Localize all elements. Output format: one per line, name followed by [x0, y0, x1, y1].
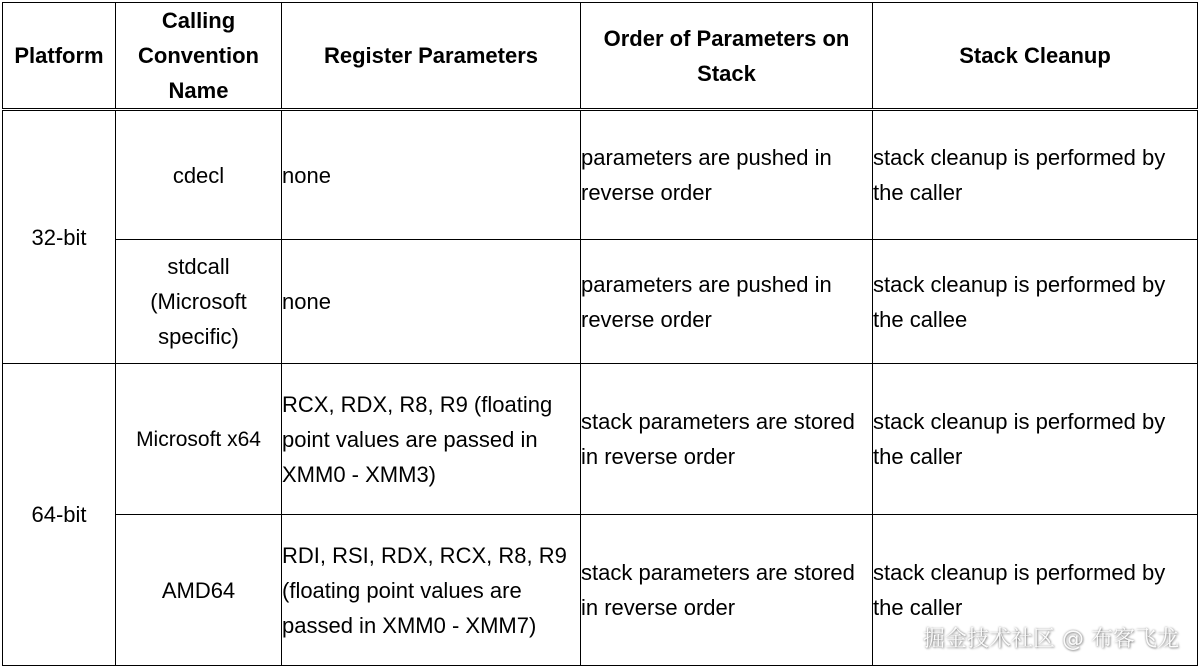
table-row	[3, 364, 1198, 515]
platform-cell: 32-bit	[3, 110, 116, 364]
table-row	[3, 240, 1198, 364]
registers-cell: RCX, RDX, R8, R9 (floating point values are passed in XMM0 - XMM3)	[282, 364, 581, 515]
header-platform: Platform	[3, 3, 116, 110]
order-cell: stack parameters are stored in reverse order	[581, 515, 873, 666]
cleanup-cell: stack cleanup is performed by the caller	[873, 515, 1198, 666]
convention-cell-text: stdcall (Microsoft specific)	[150, 254, 247, 349]
cleanup-cell: stack cleanup is performed by the caller	[873, 364, 1198, 515]
header-order-on-stack	[581, 3, 873, 110]
order-cell: parameters are pushed in reverse order	[581, 240, 873, 364]
convention-cell: Microsoft x64	[116, 364, 282, 515]
header-register-parameters: Register Parameters	[282, 3, 581, 110]
header-stack-cleanup: Stack Cleanup	[873, 3, 1198, 110]
platform-cell: 64-bit	[3, 364, 116, 666]
header-row	[3, 3, 1198, 110]
order-cell: parameters are pushed in reverse order	[581, 110, 873, 240]
convention-cell: cdecl	[116, 110, 282, 240]
header-calling-convention-text: Calling Convention Name	[138, 8, 259, 103]
convention-cell: AMD64	[116, 515, 282, 666]
registers-cell: none	[282, 240, 581, 364]
watermark: 掘金技术社区 @ 布客飞龙	[923, 627, 1179, 652]
header-order-on-stack-text: Order of Parameters on Stack	[603, 25, 850, 86]
order-cell: stack parameters are stored in reverse order	[581, 364, 873, 515]
cleanup-cell: stack cleanup is performed by the callee	[873, 240, 1198, 364]
header-calling-convention	[116, 3, 282, 110]
registers-cell: none	[282, 110, 581, 240]
registers-cell: RDI, RSI, RDX, RCX, R8, R9 (floating point values are passed in XMM0 - XMM7)	[282, 515, 581, 666]
table-row	[3, 110, 1198, 240]
cleanup-cell: stack cleanup is performed by the caller	[873, 110, 1198, 240]
convention-cell	[116, 240, 282, 364]
calling-conventions-table	[2, 2, 1198, 666]
